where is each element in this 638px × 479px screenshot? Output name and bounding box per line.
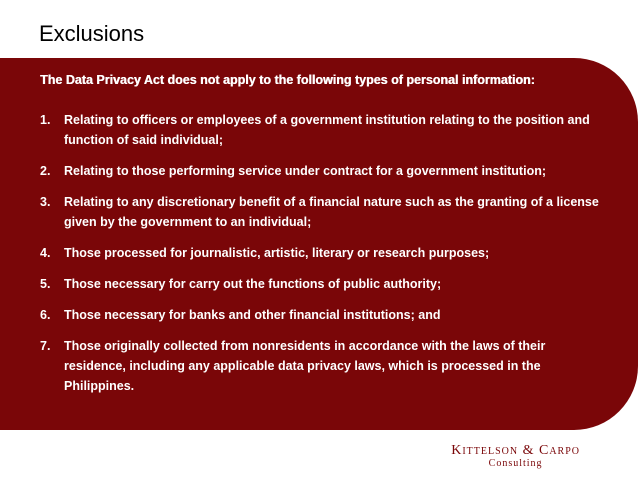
item-text: Those necessary for banks and other financial institutions; and — [64, 308, 441, 322]
list-item — [40, 243, 610, 263]
item-number: 7. — [40, 339, 51, 353]
exclusions-list — [40, 110, 610, 407]
item-number: 2. — [40, 164, 51, 178]
item-text: Relating to any discretionary benefit of a financial nature such as the granting of a license given by the government to an individual; — [64, 195, 599, 229]
item-text: Relating to those performing service under contract for a government institution; — [64, 164, 547, 178]
item-number: 3. — [40, 195, 51, 209]
item-text: Those originally collected from nonresidents in accordance with the laws of their residence, including any applicable data privacy laws, which is processed in the Philippines. — [64, 339, 546, 393]
list-item — [40, 274, 610, 294]
item-number: 6. — [40, 308, 51, 322]
list-item — [40, 192, 610, 232]
brand-subtitle: Consulting — [488, 458, 543, 469]
list-item — [40, 110, 610, 150]
brand-logo — [451, 443, 580, 469]
item-text: Those processed for journalistic, artistic, literary or research purposes; — [64, 246, 490, 260]
brand-name: Kittelson & Carpo — [451, 443, 580, 458]
item-number: 4. — [40, 246, 51, 260]
list-item — [40, 161, 610, 181]
list-item — [40, 336, 610, 396]
item-number: 5. — [40, 277, 51, 291]
item-text: Relating to officers or employees of a government institution relating to the position and function of said individual; — [64, 113, 590, 147]
item-number: 1. — [40, 113, 51, 127]
slide-title: Exclusions — [39, 21, 145, 46]
intro-text: The Data Privacy Act does not apply to the following types of personal information: — [40, 73, 535, 87]
list-item — [40, 305, 610, 325]
item-text: Those necessary for carry out the functions of public authority; — [64, 277, 442, 291]
